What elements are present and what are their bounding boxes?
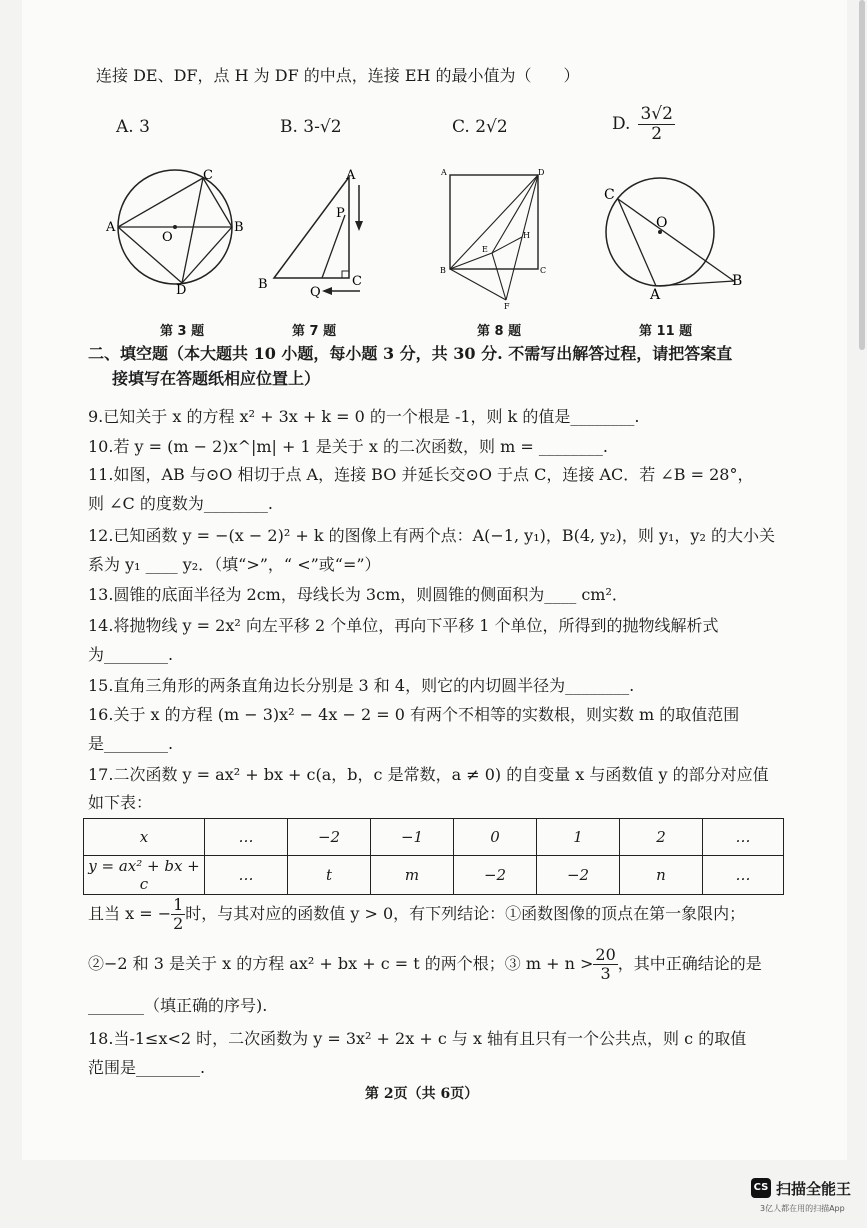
q17c-den: 2 bbox=[173, 913, 184, 933]
option-c: C. 2√2 bbox=[452, 117, 508, 137]
fig8-label-f: F bbox=[504, 302, 510, 310]
question-17-line4 bbox=[88, 946, 762, 982]
q17d-den: 3 bbox=[600, 963, 611, 983]
question-11-line2: 则 ∠C 的度数为________. bbox=[88, 494, 273, 513]
question-16-line1: 16.关于 x 的方程 (m − 3)x² − 4x − 2 = 0 有两个不相等的实数根，则实数 m 的取值范围 bbox=[88, 705, 740, 724]
q17d-fraction bbox=[593, 946, 617, 982]
table-cell: −2 bbox=[537, 856, 620, 895]
fig3-label-b: B bbox=[234, 220, 244, 235]
figure-8-caption: 第 8 题 bbox=[477, 324, 522, 339]
question-17-line1: 17.二次函数 y = ax² + bx + c(a，b，c 是常数，a ≠ 0) 的自变量 x 与函数值 y 的部分对应值 bbox=[88, 765, 769, 784]
question-12-line1: 12.已知函数 y = −(x − 2)² + k 的图像上有两个点：A(−1, y₁)，B(4, y₂)，则 y₁，y₂ 的大小关 bbox=[88, 526, 775, 545]
fig7-label-b: B bbox=[258, 277, 268, 292]
question-9: 9.已知关于 x 的方程 x² + 3x + k = 0 的一个根是 -1，则 k 的值是________. bbox=[88, 407, 640, 426]
fig8-label-d: D bbox=[538, 168, 545, 177]
table-cell: −2 bbox=[454, 856, 537, 895]
fig7-label-c: C bbox=[352, 274, 362, 289]
option-d bbox=[612, 105, 675, 143]
table-cell: 2 bbox=[620, 819, 703, 856]
table-cell: … bbox=[205, 819, 288, 856]
table-row-x bbox=[84, 819, 784, 856]
fig7-label-q: Q bbox=[310, 285, 321, 300]
q17d-post: ，其中正确结论的是 bbox=[617, 954, 762, 974]
question-17-line3 bbox=[88, 896, 745, 932]
fig8-label-e: E bbox=[482, 245, 488, 254]
option-d-den: 2 bbox=[651, 123, 663, 144]
q17d-num: 20 bbox=[595, 945, 616, 964]
figure-3-caption: 第 3 题 bbox=[160, 324, 205, 339]
fig3-label-d: D bbox=[176, 283, 187, 295]
fig8-label-h: H bbox=[523, 231, 530, 240]
fig7-label-p: P bbox=[336, 206, 345, 221]
question-16-line2: 是________. bbox=[88, 734, 174, 753]
table-cell: y = ax² + bx + c bbox=[84, 856, 205, 895]
figure-7 bbox=[252, 165, 382, 300]
section-heading-line2: 接填写在答题纸相应位置上） bbox=[112, 369, 321, 388]
table-cell: … bbox=[703, 856, 784, 895]
figure-11 bbox=[596, 175, 756, 300]
question-12-line2: 系为 y₁ ____ y₂．（填“>”，“ <”或“=”） bbox=[88, 555, 381, 574]
table-cell: 1 bbox=[537, 819, 620, 856]
fig11-label-a: A bbox=[650, 287, 661, 300]
camscanner-tagline: 3亿人都在用的扫描App bbox=[760, 1204, 845, 1213]
table-row-y bbox=[84, 856, 784, 895]
question-18-line2: 范围是________. bbox=[88, 1058, 206, 1077]
page-footer: 第 2页（共 6页） bbox=[365, 1086, 479, 1102]
fig7-label-a: A bbox=[346, 168, 356, 183]
figure-11-caption: 第 11 题 bbox=[639, 324, 693, 339]
option-d-num: 3√2 bbox=[640, 104, 673, 124]
question-11-line1: 11.如图，AB 与⊙O 相切于点 A，连接 BO 并延长交⊙O 于点 C，连接 AC．若 ∠B = 28°， bbox=[88, 465, 754, 484]
camscanner-logo-icon: CS bbox=[751, 1178, 771, 1198]
table-cell: 0 bbox=[454, 819, 537, 856]
question-18-line1: 18.当-1≤x<2 时，二次函数为 y = 3x² + 2x + c 与 x 轴有且只有一个公共点，则 c 的取值 bbox=[88, 1029, 747, 1048]
scrollbar[interactable] bbox=[859, 0, 865, 350]
value-table bbox=[83, 818, 784, 895]
table-cell: m bbox=[371, 856, 454, 895]
option-d-fraction bbox=[638, 105, 674, 143]
table-cell: x bbox=[84, 819, 205, 856]
fig8-label-a: A bbox=[441, 168, 447, 177]
question-17-line2: 如下表： bbox=[88, 793, 153, 812]
fig8-label-c: C bbox=[540, 266, 547, 275]
fig11-label-c: C bbox=[604, 187, 615, 203]
intro-line: 连接 DE、DF，点 H 为 DF 的中点，连接 EH 的最小值为（ ） bbox=[96, 66, 580, 85]
fig3-label-c: C bbox=[203, 168, 213, 183]
question-10: 10.若 y = (m − 2)x^|m| + 1 是关于 x 的二次函数，则 m = ________. bbox=[88, 437, 608, 456]
question-14-line2: 为________. bbox=[88, 645, 174, 664]
figure-8 bbox=[436, 165, 551, 310]
fig3-label-o: O bbox=[162, 230, 173, 245]
table-cell: t bbox=[288, 856, 371, 895]
fig11-label-o: O bbox=[656, 215, 668, 231]
question-13: 13.圆锥的底面半径为 2cm，母线长为 3cm，则圆锥的侧面积为____ cm²． bbox=[88, 585, 628, 604]
q17d-pre: ②−2 和 3 是关于 x 的方程 ax² + bx + c = t 的两个根；③ m + n > bbox=[88, 954, 594, 974]
table-cell: … bbox=[205, 856, 288, 895]
figure-7-caption: 第 7 题 bbox=[292, 324, 337, 339]
camscanner-brand: 扫描全能王 bbox=[776, 1180, 852, 1198]
q17c-fraction bbox=[171, 896, 185, 932]
q17c-post: 时，与其对应的函数值 y > 0，有下列结论：①函数图像的顶点在第一象限内； bbox=[185, 904, 746, 924]
option-a: A. 3 bbox=[116, 117, 150, 137]
fig8-label-b: B bbox=[440, 266, 446, 275]
fig3-label-a: A bbox=[106, 220, 116, 235]
section-heading-line1: 二、填空题（本大题共 10 小题，每小题 3 分，共 30 分. 不需写出解答过程，请把答案直 bbox=[88, 344, 733, 363]
question-17-line5: _______（填正确的序号). bbox=[88, 996, 268, 1015]
question-14-line1: 14.将抛物线 y = 2x² 向左平移 2 个单位，再向下平移 1 个单位，所得到的抛物线解析式 bbox=[88, 616, 719, 635]
figure-3 bbox=[100, 165, 250, 295]
option-d-label: D. bbox=[612, 114, 631, 135]
table-cell: n bbox=[620, 856, 703, 895]
table-cell: −1 bbox=[371, 819, 454, 856]
fig11-label-b: B bbox=[732, 273, 743, 289]
question-15: 15.直角三角形的两条直角边长分别是 3 和 4，则它的内切圆半径为________. bbox=[88, 676, 635, 695]
q17c-pre: 且当 x = − bbox=[88, 904, 172, 924]
q17c-num: 1 bbox=[173, 895, 184, 914]
table-cell: … bbox=[703, 819, 784, 856]
table-cell: −2 bbox=[288, 819, 371, 856]
option-b: B. 3-√2 bbox=[280, 117, 342, 137]
